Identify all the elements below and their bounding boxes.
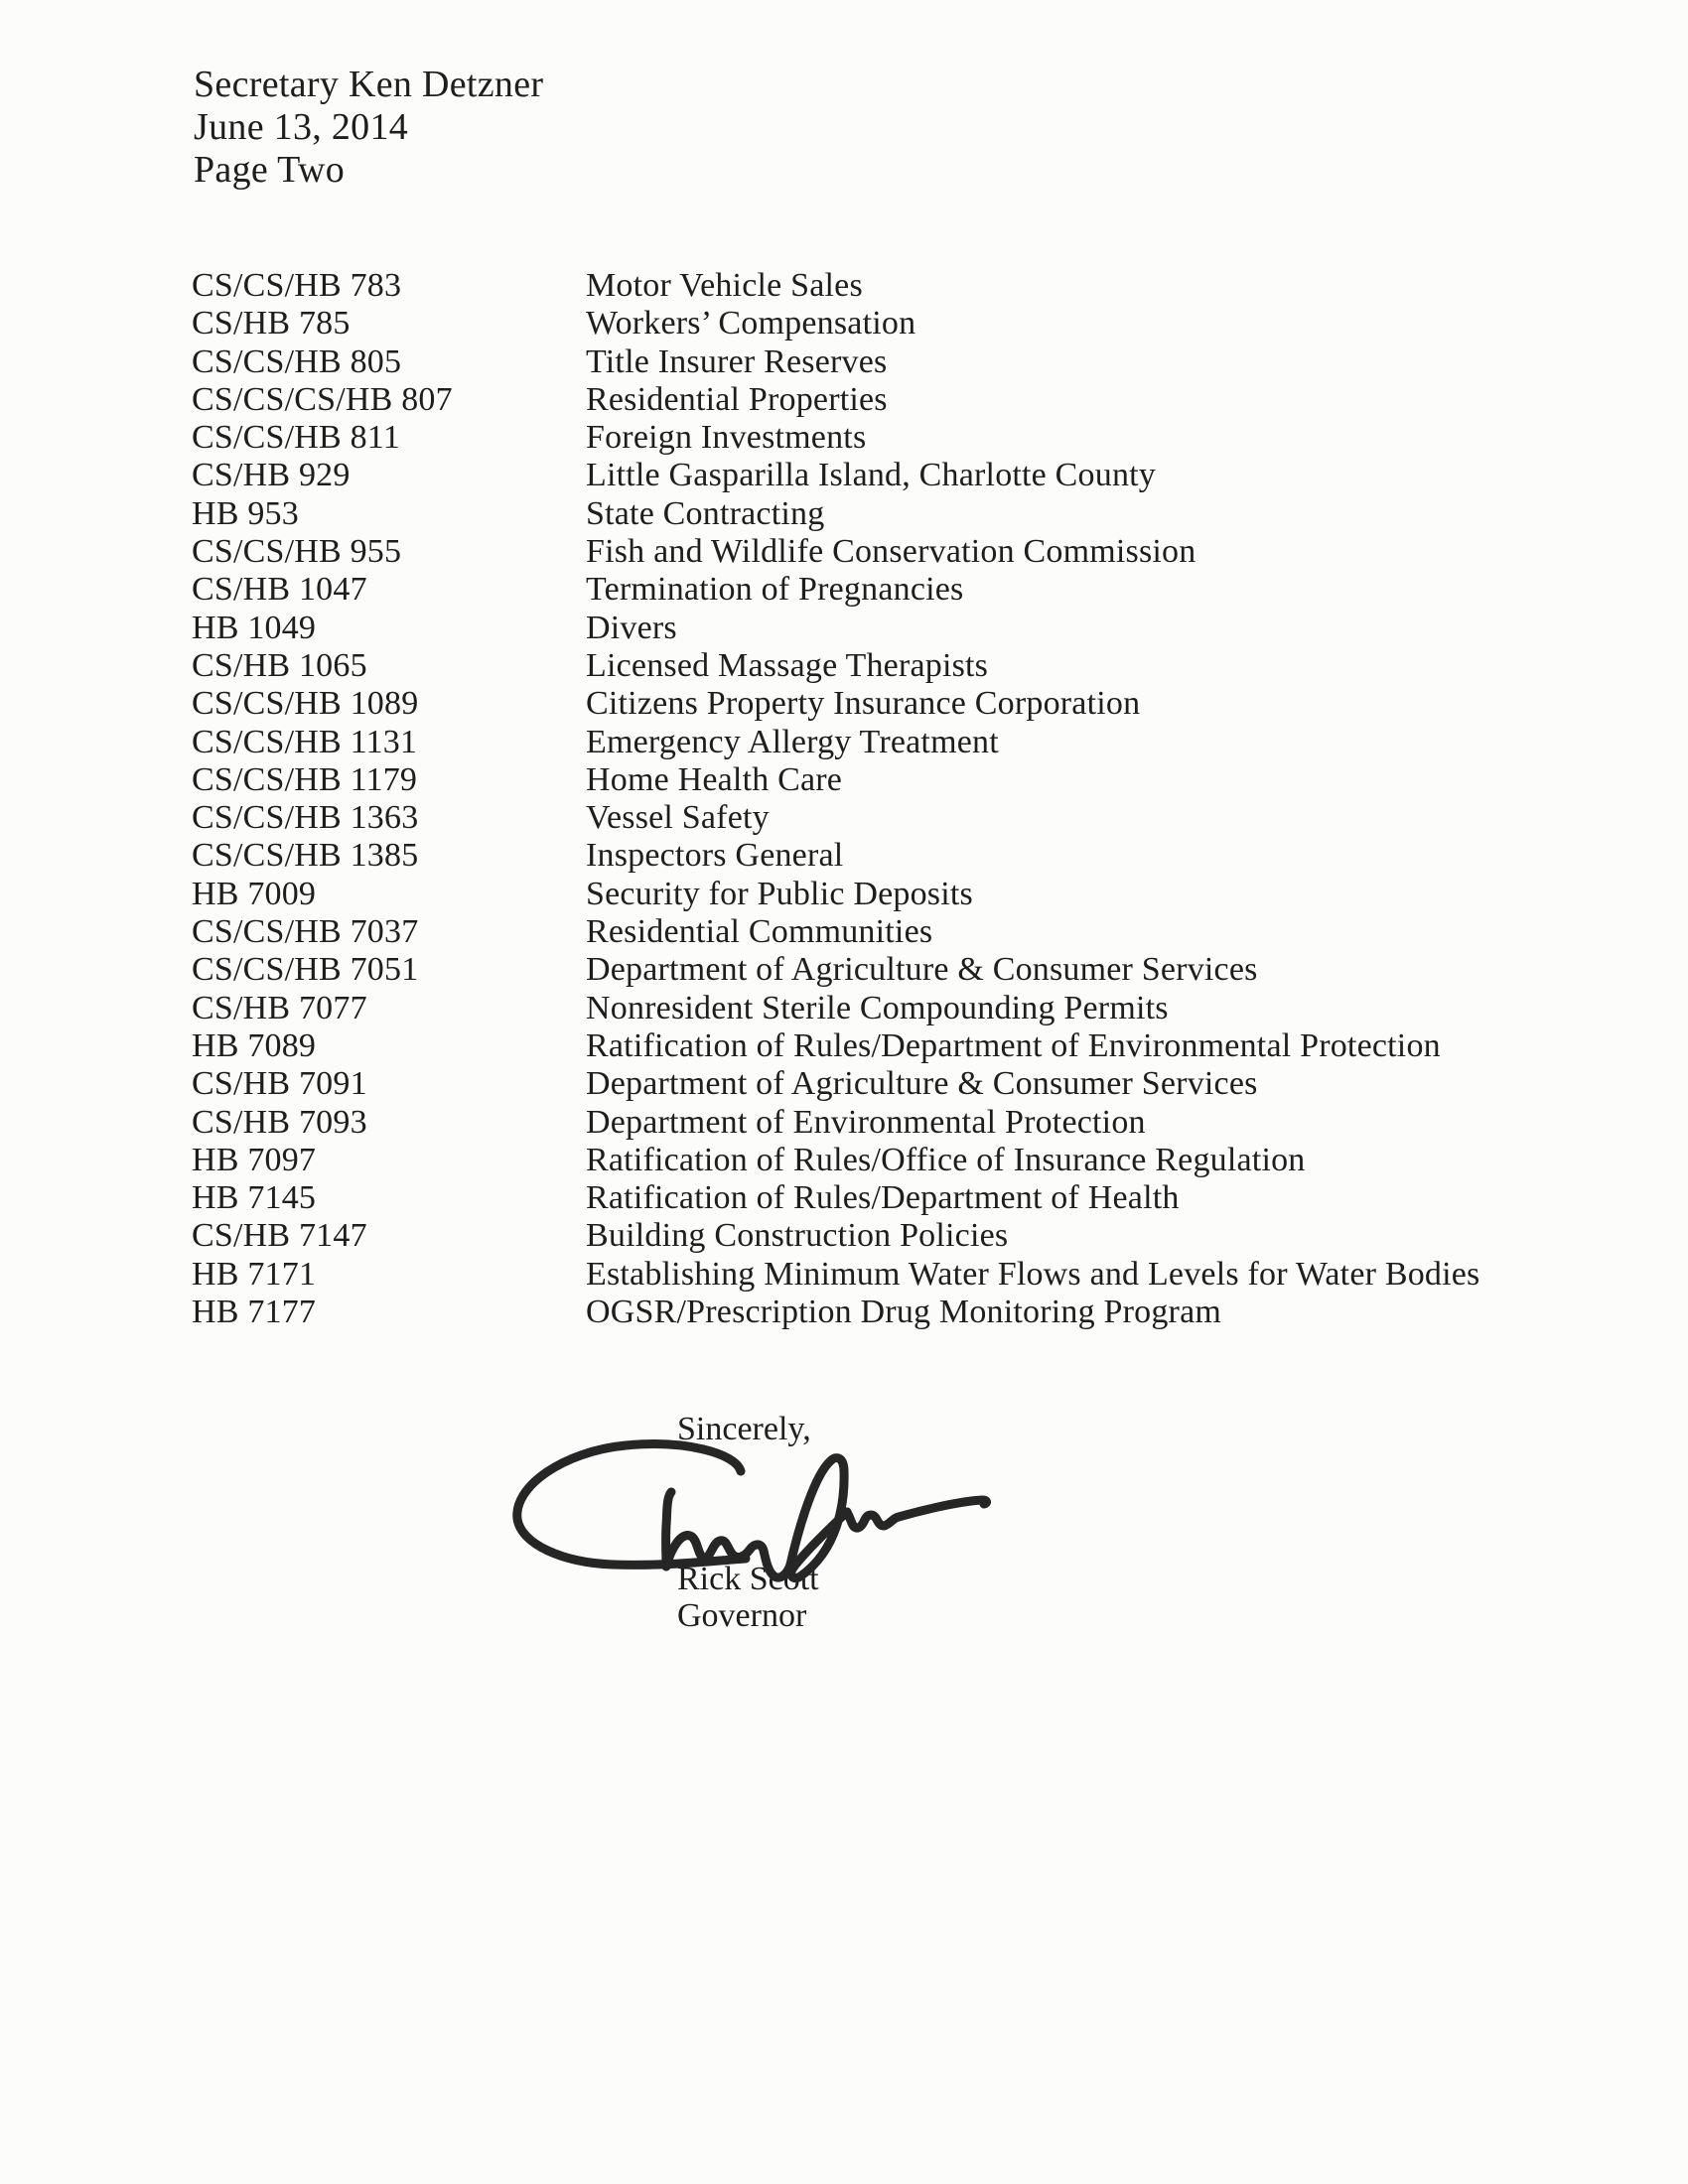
bill-row (192, 724, 1479, 761)
bill-row (192, 571, 1479, 609)
bill-number: CS/CS/HB 7051 (192, 951, 419, 989)
bill-row (192, 1065, 1479, 1103)
bill-row (192, 1179, 1479, 1217)
bill-row (192, 1217, 1479, 1255)
bill-title: Nonresident Sterile Compounding Permits (586, 989, 1169, 1026)
bill-row (192, 951, 1479, 989)
bill-row (192, 799, 1479, 837)
bill-number: CS/HB 7147 (192, 1217, 367, 1255)
bill-number: CS/CS/HB 1385 (192, 837, 419, 875)
bill-title: Establishing Minimum Water Flows and Levels for Water Bodies (586, 1255, 1480, 1293)
bill-number: HB 7009 (192, 875, 317, 912)
date-line: June 13, 2014 (194, 106, 409, 148)
bill-row (192, 990, 1479, 1027)
bill-row (192, 1142, 1479, 1179)
bill-number: HB 7089 (192, 1026, 317, 1064)
bill-list (192, 267, 1479, 1331)
bill-title: Residential Properties (586, 380, 888, 418)
bill-number: CS/HB 1047 (192, 571, 367, 609)
bill-title: Ratification of Rules/Department of Health (586, 1179, 1180, 1217)
signature-image (501, 1432, 1013, 1640)
bill-row (192, 610, 1479, 647)
bill-number: CS/HB 7091 (192, 1065, 367, 1103)
bill-title: Security for Public Deposits (586, 875, 973, 912)
bill-row (192, 381, 1479, 419)
page-number-line: Page Two (194, 149, 346, 191)
bill-number: HB 7177 (192, 1294, 317, 1331)
bill-title: Ratification of Rules/Department of Environmental Protection (586, 1026, 1441, 1064)
bill-title: Licensed Massage Therapists (586, 646, 989, 684)
bill-title: Little Gasparilla Island, Charlotte County (586, 457, 1156, 494)
bill-number: CS/CS/HB 811 (192, 419, 400, 457)
signature-stroke-peak (790, 1458, 847, 1578)
bill-title: OGSR/Prescription Drug Monitoring Program (586, 1294, 1222, 1331)
bill-title: Termination of Pregnancies (586, 571, 964, 609)
bill-row (192, 533, 1479, 571)
bill-number: CS/CS/HB 1179 (192, 760, 418, 798)
bill-title: Home Health Care (586, 760, 843, 798)
bill-title: Building Construction Policies (586, 1217, 1009, 1255)
signer-title: Governor (677, 1597, 807, 1634)
bill-number: CS/HB 929 (192, 457, 351, 494)
bill-title: Foreign Investments (586, 419, 867, 457)
bill-number: CS/CS/HB 1363 (192, 799, 419, 837)
closing-salutation: Sincerely, (677, 1411, 811, 1447)
bill-number: CS/HB 7077 (192, 989, 367, 1026)
bill-number: CS/CS/HB 1089 (192, 685, 419, 723)
bill-number: CS/CS/HB 805 (192, 342, 402, 380)
bill-row (192, 1294, 1479, 1331)
bill-row (192, 876, 1479, 913)
bill-title: Ratification of Rules/Office of Insurance Regulation (586, 1141, 1306, 1178)
bill-title: Fish and Wildlife Conservation Commission (586, 533, 1196, 571)
bill-title: Motor Vehicle Sales (586, 267, 863, 304)
bill-number: CS/HB 7093 (192, 1103, 367, 1141)
bill-number: HB 953 (192, 494, 299, 532)
bill-number: HB 7171 (192, 1255, 317, 1293)
bill-number: CS/CS/HB 7037 (192, 913, 419, 951)
bill-row (192, 1104, 1479, 1142)
bill-row (192, 837, 1479, 875)
bill-row (192, 495, 1479, 533)
bill-row (192, 685, 1479, 723)
bill-number: CS/CS/HB 783 (192, 267, 402, 304)
bill-row (192, 1027, 1479, 1065)
bill-number: CS/HB 1065 (192, 646, 367, 684)
bill-title: Department of Agriculture & Consumer Services (586, 1065, 1258, 1103)
bill-row (192, 419, 1479, 457)
bill-title: Title Insurer Reserves (586, 342, 888, 380)
bill-row (192, 1256, 1479, 1294)
bill-title: Workers’ Compensation (586, 305, 916, 342)
bill-title: Department of Agriculture & Consumer Services (586, 951, 1258, 989)
bill-number: CS/CS/HB 1131 (192, 723, 418, 760)
bill-number: CS/CS/HB 955 (192, 533, 402, 571)
bill-row (192, 457, 1479, 494)
bill-title: Residential Communities (586, 913, 933, 951)
bill-title: Citizens Property Insurance Corporation (586, 685, 1141, 723)
bill-title: Department of Environmental Protection (586, 1103, 1146, 1141)
bill-row (192, 913, 1479, 951)
bill-title: Inspectors General (586, 837, 844, 875)
bill-row (192, 305, 1479, 342)
bill-number: HB 7145 (192, 1179, 317, 1217)
signature-stroke-tail (847, 1500, 987, 1528)
recipient-line: Secretary Ken Detzner (194, 64, 544, 105)
bill-number: HB 7097 (192, 1141, 317, 1178)
bill-title: Emergency Allergy Treatment (586, 723, 999, 760)
bill-row (192, 761, 1479, 799)
letter-header (194, 64, 543, 192)
signer-name: Rick Scott (677, 1561, 819, 1597)
bill-row (192, 647, 1479, 685)
bill-number: CS/HB 785 (192, 305, 351, 342)
bill-title: Divers (586, 609, 677, 646)
bill-number: CS/CS/CS/HB 807 (192, 380, 453, 418)
bill-title: State Contracting (586, 494, 825, 532)
bill-row (192, 343, 1479, 381)
bill-row (192, 267, 1479, 305)
bill-title: Vessel Safety (586, 799, 770, 837)
bill-number: HB 1049 (192, 609, 317, 646)
